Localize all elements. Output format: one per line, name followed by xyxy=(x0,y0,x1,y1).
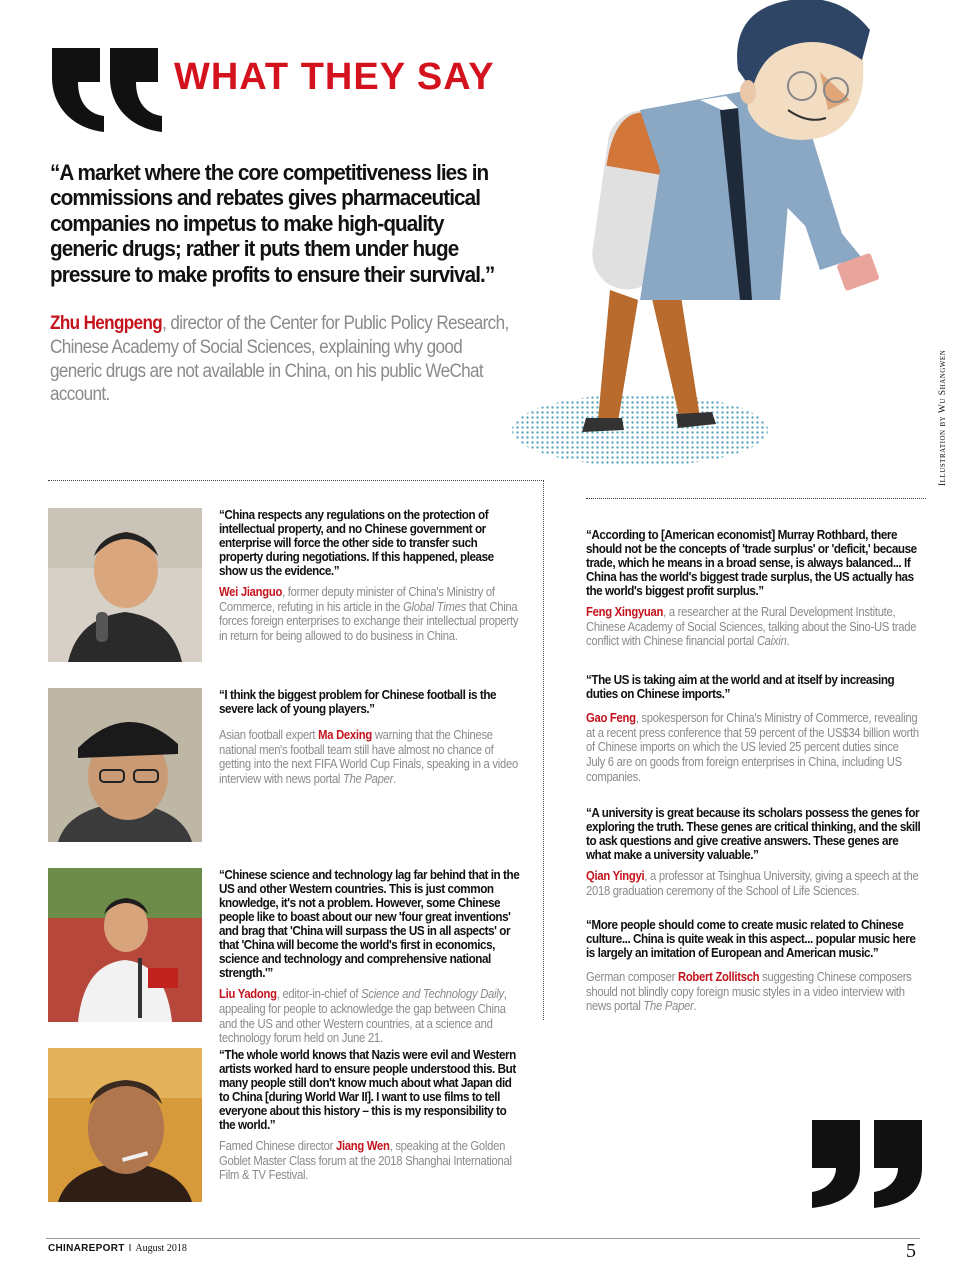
attr-post2: . xyxy=(786,634,790,649)
attr-post2: , appealing for people to acknowledge the gap between China and the US and other Western countries, at a science and technology forum held on June 21. xyxy=(219,987,507,1046)
lead-quote: “A market where the core competitiveness lies in commissions and rebates gives pharmaceutical companies no impetus to make high-quality generic drugs; rather it puts them under huge pressure to make profits to ensure their survival.” xyxy=(50,160,495,287)
quote-name: Liu Yadong xyxy=(219,987,277,1002)
footer-separator: I xyxy=(128,1243,132,1254)
attr-post: suggesting Chinese composers should not blindly copy foreign music styles in a video interview with news portal xyxy=(586,970,912,1014)
footer-rule xyxy=(46,1238,920,1239)
quote-block-right-2 xyxy=(586,673,920,784)
divider-horizontal-right xyxy=(586,498,926,499)
quote-text: “More people should come to create music related to Chinese culture... China is quite weak in this aspect... popular music here is largely an imitation of European and American music.” xyxy=(586,917,916,961)
lead-attribution-text: , director of the Center for Public Policy Research, Chinese Academy of Social Sciences, explaining why good generic drugs are not available in China, on his public WeChat account. xyxy=(50,313,509,406)
photo-wei-jianguo xyxy=(48,508,202,662)
quote-text: “The whole world knows that Nazis were evil and Western artists worked hard to ensure people understood this. But many people still don't know much about what Japan did to China [during World War II]. I want to use films to tell everyone about this history – this is my responsibility to the world.” xyxy=(219,1047,516,1133)
quote-text: “China respects any regulations on the protection of intellectual property, and no Chinese government or enterprise will force the other side to transfer such property during negotiations. If this happened, please show us the evidence.” xyxy=(219,507,494,579)
attr-post2: . xyxy=(693,999,697,1014)
attr-post: , spokesperson for China's Ministry of Commerce, revealing at a recent press conference that 59 percent of the US$34 billion worth of Chinese imports on which the US levied 25 percent duties since July 6 are on goods from foreign enterprises in China, including US companies. xyxy=(586,711,919,784)
photo-jiang-wen xyxy=(48,1048,202,1202)
attr-pre: Famed Chinese director xyxy=(219,1139,336,1154)
quote-block-right-1 xyxy=(586,528,924,649)
publication-date: August 2018 xyxy=(135,1243,187,1254)
page-number: 5 xyxy=(906,1240,916,1262)
divider-vertical xyxy=(543,480,544,1020)
quote-block-left-2 xyxy=(219,688,519,787)
quote-block-left-1 xyxy=(219,508,519,644)
quote-text: “Chinese science and technology lag far behind that in the US and other Western countries. This is just common knowledge, it's not a problem. However, some Chinese people like to boast about our new 'four great inventions' and brag that 'China will surpass the US in all aspects' or that 'China will become the world's first in economics, science and technology and comprehensive national strength.'” xyxy=(219,867,520,981)
quote-block-right-4 xyxy=(586,918,924,1014)
attr-italic: Global Times xyxy=(403,599,466,614)
photo-liu-yadong xyxy=(48,868,202,1022)
page-title: WHAT THEY SAY xyxy=(174,56,495,98)
illustration-man-with-pill xyxy=(490,0,940,480)
quote-name: Feng Xingyuan xyxy=(586,605,664,620)
quote-name: Gao Feng xyxy=(586,711,636,726)
illustration-credit-wrap xyxy=(932,338,948,488)
attr-pre: Asian football expert xyxy=(219,728,319,743)
attr-post: warning that the Chinese national men's football team still have almost no chance of getting into the next FIFA World Cup Finals, speaking in a video interview with news portal xyxy=(219,728,518,786)
lead-name: Zhu Hengpeng xyxy=(50,313,163,334)
quote-block-right-3 xyxy=(586,806,924,898)
footer-publication xyxy=(48,1243,187,1254)
quote-name: Robert Zollitsch xyxy=(677,970,760,985)
attr-post: , a professor at Tsinghua University, giving a speech at the 2018 graduation ceremony of the School of Life Sciences. xyxy=(586,869,919,898)
quote-text: “According to [American economist] Murray Rothbard, there should not be the concepts of 'trade surplus' or 'deficit,' because trade, which he means in a broad sense, is always balanced... If China has the world's biggest trade surplus, the US actually has the world's biggest profit surplus.” xyxy=(586,527,917,599)
open-quote-mark-icon xyxy=(48,42,166,134)
attr-post: , speaking at the Golden Goblet Master Class forum at the 2018 Shanghai International Film & TV Festival. xyxy=(219,1139,512,1183)
quote-name: Jiang Wen xyxy=(335,1139,390,1154)
attr-pre: German composer xyxy=(586,970,678,985)
quote-attribution xyxy=(586,970,924,1014)
quote-attribution xyxy=(586,869,924,898)
attr-post2: . xyxy=(393,771,396,786)
quote-name: Wei Jianguo xyxy=(219,585,283,600)
quote-text: “A university is great because its scholars possess the genes for exploring the truth. These genes are critical thinking, and the skill to ask questions and give creative answers. These genes are what make a university valuable.” xyxy=(586,805,921,863)
quote-name: Ma Dexing xyxy=(318,728,372,743)
attr-post: , a researcher at the Rural Development Institute, Chinese Academy of Social Sciences, talking about the Sino-US trade conflict with Chinese financial portal xyxy=(586,605,917,649)
quote-attribution xyxy=(219,728,519,787)
attr-post: , editor-in-chief of xyxy=(276,987,362,1002)
quote-block-left-3 xyxy=(219,868,523,1046)
quote-attribution xyxy=(219,1139,519,1183)
attr-italic: The Paper xyxy=(643,999,694,1014)
attr-italic: Science and Technology Daily xyxy=(361,987,504,1002)
photo-ma-dexing xyxy=(48,688,202,842)
attr-italic: Caixin xyxy=(756,634,787,649)
publication-name: CHINAREPORT xyxy=(48,1243,125,1254)
quote-attribution xyxy=(586,711,920,784)
attr-post: , former deputy minister of China's Ministry of Commerce, refuting in his article in the xyxy=(219,585,495,614)
quote-block-left-4 xyxy=(219,1048,519,1183)
quote-attribution xyxy=(586,605,924,649)
quote-text: “The US is taking aim at the world and at itself by increasing duties on Chinese imports.” xyxy=(586,672,895,702)
quote-attribution xyxy=(219,987,523,1046)
quote-name: Qian Yingyi xyxy=(586,869,645,884)
quote-attribution xyxy=(219,585,519,644)
attr-italic: The Paper xyxy=(343,771,394,786)
attr-post2: that China forces foreign enterprises to exchange their intellectual property in return for being allowed to do business in China. xyxy=(219,599,519,644)
lead-attribution xyxy=(50,312,509,407)
close-quote-mark-icon xyxy=(808,1118,928,1208)
divider-horizontal-left xyxy=(48,480,544,481)
quote-text: “I think the biggest problem for Chinese football is the severe lack of young players.” xyxy=(219,687,497,717)
illustration-credit: Illustration by Wu Shangwen xyxy=(938,349,948,486)
